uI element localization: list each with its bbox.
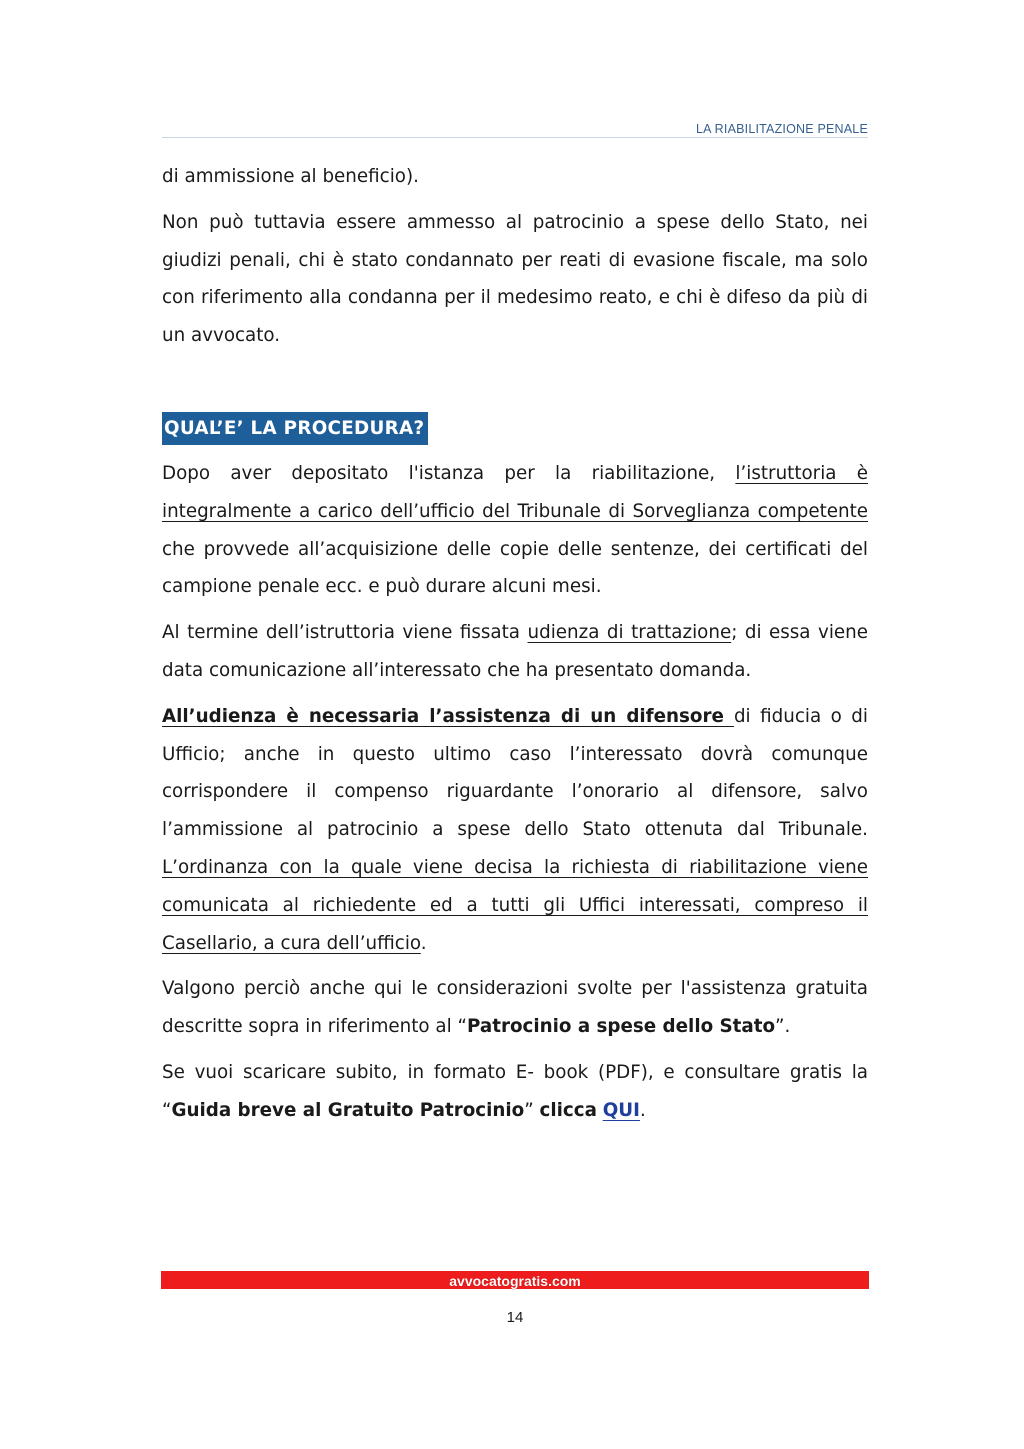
download-guide-link[interactable]: QUI: [602, 1099, 640, 1121]
bold-underlined-text: [162, 706, 734, 727]
section-gap: [162, 355, 868, 412]
paragraph-1: di ammissione al beneficio).: [162, 166, 419, 187]
underlined-text: udienza di trattazione: [527, 622, 732, 644]
paragraph-4: [162, 614, 868, 690]
bold-text: Patrocinio a spese dello Stato: [466, 1016, 776, 1038]
paragraph-6: [162, 970, 868, 1046]
underlined-text: L’ordinanza con la quale viene decisa la richiesta di riabilitazione viene comunicata al richiedente ed a tutti gli Uffici interessati, compreso il Casellario, a cura dell’ufficio: [162, 856, 868, 954]
paragraph-5: [162, 698, 868, 963]
text-span: .: [420, 932, 427, 954]
paragraph-3: [162, 455, 868, 606]
section-heading: QUAL’E’ LA PROCEDURA?: [162, 412, 428, 445]
bold-text: Guida breve al Gratuito Patrocinio: [171, 1099, 525, 1121]
bold-text: clicca: [539, 1099, 597, 1121]
text-span: Dopo aver depositato l'istanza per la riabilitazione,: [162, 462, 736, 484]
running-header: LA RIABILITAZIONE PENALE: [696, 122, 868, 136]
text-span: Se vuoi scaricare subito, in formato E- book (PDF), e consultare gratis la “: [162, 1061, 868, 1121]
footer-site-name: avvocatogratis.com: [449, 1273, 581, 1289]
text-span: Al termine dell’istruttoria viene fissata: [162, 622, 528, 644]
page-number: 14: [506, 1309, 524, 1326]
text-span: di fiducia o di Ufficio; anche in questo ultimo caso l’interessato dovrà comunque corrispondere il compenso riguardante l’onorario al difensore, salvo l’ammissione al patrocinio a spese dello Stato ottenuta dal Tribunale.: [162, 705, 868, 841]
paragraph-7: [162, 1054, 868, 1130]
text-span: che provvede all’acquisizione delle copie delle sentenze, dei certificati del campione penale ecc. e può durare alcuni mesi.: [162, 538, 868, 598]
text-span: ; di essa viene data comunicazione all’interessato che ha presentato domanda.: [162, 622, 868, 681]
underlined-text: l’istruttoria è integralmente a carico dell’ufficio del Tribunale di Sorveglianza competente: [162, 462, 868, 522]
text-span: ”.: [775, 1016, 791, 1038]
text-span: ”: [524, 1099, 540, 1121]
bold-text: All’udienza è necessaria l’assistenza di un difensore: [162, 705, 734, 727]
text-span: .: [639, 1099, 646, 1121]
paragraph-2: Non può tuttavia essere ammesso al patrocinio a spese dello Stato, nei giudizi penali, chi è stato condannato per reati di evasione fiscale, ma solo con riferimento alla condanna per il medesimo reato, e chi è difeso da più di un avvocato.: [162, 211, 868, 347]
body-text: [162, 158, 868, 1130]
footer-bar: [161, 1271, 869, 1289]
section-heading-wrap: [162, 412, 868, 445]
header-rule: [162, 137, 868, 138]
text-span: Valgono perciò anche qui le considerazioni svolte per l'assistenza gratuita descritte sopra in riferimento al “: [162, 978, 868, 1038]
